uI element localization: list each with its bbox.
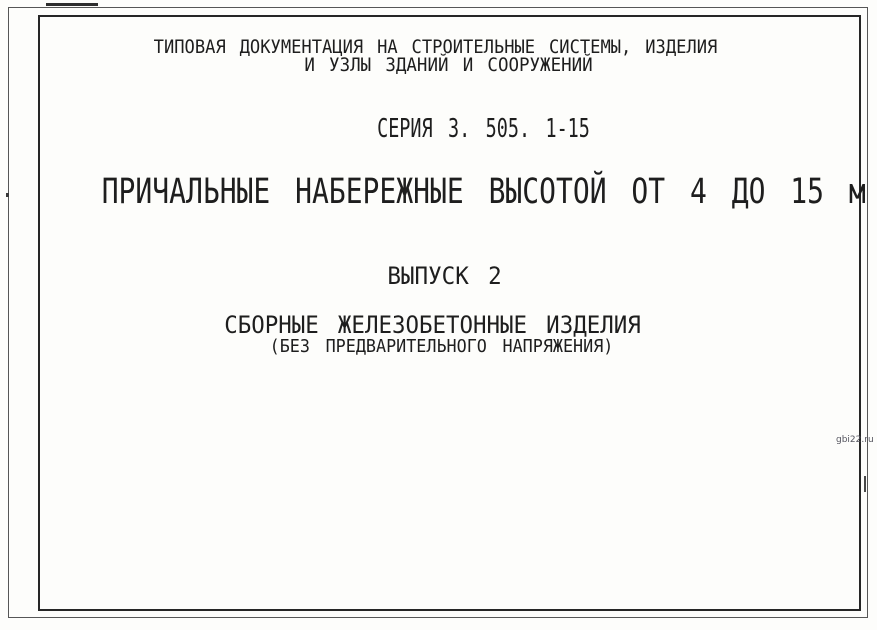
scan-artifact-left-dot [6,193,9,197]
series-label: СЕРИЯ 3. 505. 1-15 [377,114,590,144]
scan-artifact-right-tick [864,476,866,492]
issue-label: ВЫПУСК 2 [387,262,502,290]
doc-header-line-2: И УЗЛЫ ЗДАНИЙ И СООРУЖЕНИЙ [304,54,593,76]
scan-artifact-top-dash [46,3,98,6]
doc-subtitle: СБОРНЫЕ ЖЕЛЕЗОБЕТОННЫЕ ИЗДЕЛИЯ [224,311,641,339]
doc-header-line-1: ТИПОВАЯ ДОКУМЕНТАЦИЯ НА СТРОИТЕЛЬНЫЕ СИСТЕМЫ, ИЗДЕЛИЯ [153,36,718,58]
watermark-text: gbi22.ru [836,435,874,445]
doc-title: ПРИЧАЛЬНЫЕ НАБЕРЕЖНЫЕ ВЫСОТОЙ ОТ 4 ДО 15 м [101,172,866,212]
doc-subtitle-note: (БЕЗ ПРЕДВАРИТЕЛЬНОГО НАПРЯЖЕНИЯ) [269,336,614,357]
